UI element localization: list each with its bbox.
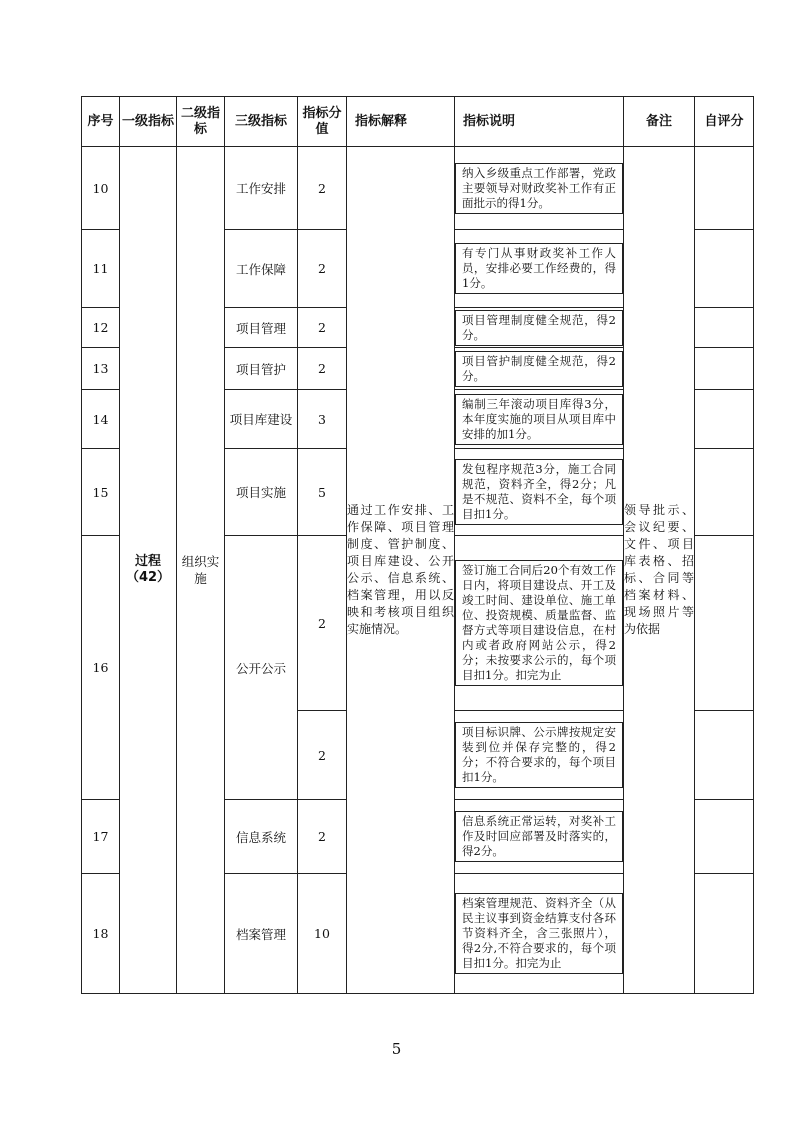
row-description: 档案管理规范、资料齐全（从民主议事到资金结算支付各环节资料齐全，含三张照片），得2分,不符合要求的，每个项目扣1分。扣完为止 <box>455 893 623 974</box>
row-seq: 15 <box>82 449 120 536</box>
header-level1: 一级指标 <box>120 97 177 147</box>
self-score-cell[interactable] <box>695 800 754 874</box>
header-seq: 序号 <box>82 97 120 147</box>
header-score: 指标分值 <box>298 97 347 147</box>
row-seq: 17 <box>82 800 120 874</box>
row-description-cell <box>455 308 624 348</box>
row-score: 3 <box>298 390 347 449</box>
row-description-cell <box>455 536 624 711</box>
row-description: 有专门从事财政奖补工作人员，安排必要工作经费的，得1分。 <box>455 243 623 294</box>
header-description: 指标说明 <box>455 97 624 147</box>
row-indicator: 项目管护 <box>225 348 298 390</box>
row-description-cell <box>455 449 624 536</box>
row-indicator: 工作保障 <box>225 230 298 308</box>
self-score-cell[interactable] <box>695 348 754 390</box>
self-score-cell[interactable] <box>695 147 754 230</box>
header-explanation: 指标解释 <box>347 97 455 147</box>
row-description-cell <box>455 147 624 230</box>
header-notes: 备注 <box>624 97 695 147</box>
row-description: 签订施工合同后20个有效工作日内，将项目建设点、开工及竣工时间、建设单位、施工单位、投资规模、质量监督、监督方式等项目建设信息，在村内或者政府网站公示，得2分；未按要求公示的，每个项目扣1分。扣完为止 <box>455 560 623 686</box>
header-row <box>82 97 754 147</box>
row-score: 2 <box>298 536 347 711</box>
row-score: 2 <box>298 230 347 308</box>
row-score: 2 <box>298 308 347 348</box>
row-seq: 10 <box>82 147 120 230</box>
row-indicator: 工作安排 <box>225 147 298 230</box>
row-description: 项目管护制度健全规范，得2分。 <box>455 351 623 387</box>
row-seq: 13 <box>82 348 120 390</box>
table-row <box>82 147 754 230</box>
row-description: 信息系统正常运转，对奖补工作及时回应部署及时落实的，得2分。 <box>455 811 623 862</box>
row-seq: 11 <box>82 230 120 308</box>
row-indicator: 项目实施 <box>225 449 298 536</box>
row-indicator: 项目库建设 <box>225 390 298 449</box>
self-score-cell[interactable] <box>695 449 754 536</box>
explanation-cell: 通过工作安排、工作保障、项目管理制度、管护制度、项目库建设、公开公示、信息系统、档案管理，用以反映和考核项目组织实施情况。 <box>347 147 455 994</box>
page-number: 5 <box>391 1040 402 1058</box>
notes-cell: 领导批示、会议纪要、文件、项目库表格、招标、合同等档案材料、现场照片等为依据 <box>624 147 695 994</box>
row-score: 2 <box>298 711 347 800</box>
level1-cell <box>120 147 177 994</box>
row-description-cell <box>455 711 624 800</box>
row-score: 5 <box>298 449 347 536</box>
self-score-cell[interactable] <box>695 308 754 348</box>
row-description: 项目标识牌、公示牌按规定安装到位并保存完整的，得2分；不符合要求的，每个项目扣1分。 <box>455 722 623 788</box>
row-description-cell <box>455 230 624 308</box>
self-score-cell[interactable] <box>695 230 754 308</box>
row-description: 项目管理制度健全规范，得2分。 <box>455 310 623 346</box>
row-seq: 14 <box>82 390 120 449</box>
level1-score: （42） <box>125 570 171 585</box>
header-level2: 二级指标 <box>177 97 225 147</box>
row-description: 发包程序规范3分，施工合同规范，资料齐全，得2分；凡是不规范、资料不全，每个项目扣1分。 <box>455 459 623 525</box>
row-description: 纳入乡级重点工作部署，党政主要领导对财政奖补工作有正面批示的得1分。 <box>455 163 623 214</box>
row-indicator: 公开公示 <box>225 536 298 800</box>
level2-cell: 组织实施 <box>177 147 225 994</box>
row-score: 2 <box>298 800 347 874</box>
row-description-cell <box>455 874 624 994</box>
level1-name: 过程 <box>134 554 161 569</box>
row-description-cell <box>455 348 624 390</box>
self-score-cell[interactable] <box>695 874 754 994</box>
self-score-cell[interactable] <box>695 536 754 711</box>
row-indicator: 项目管理 <box>225 308 298 348</box>
row-description-cell <box>455 390 624 449</box>
self-score-cell[interactable] <box>695 390 754 449</box>
row-seq: 12 <box>82 308 120 348</box>
row-score: 2 <box>298 147 347 230</box>
row-score: 10 <box>298 874 347 994</box>
header-self-score: 自评分 <box>695 97 754 147</box>
row-score: 2 <box>298 348 347 390</box>
row-seq: 18 <box>82 874 120 994</box>
self-score-cell[interactable] <box>695 711 754 800</box>
evaluation-table <box>81 96 754 994</box>
row-indicator: 信息系统 <box>225 800 298 874</box>
row-description: 编制三年滚动项目库得3分，本年度实施的项目从项目库中安排的加1分。 <box>455 394 623 445</box>
row-description-cell <box>455 800 624 874</box>
row-indicator: 档案管理 <box>225 874 298 994</box>
header-level3: 三级指标 <box>225 97 298 147</box>
row-seq: 16 <box>82 536 120 800</box>
